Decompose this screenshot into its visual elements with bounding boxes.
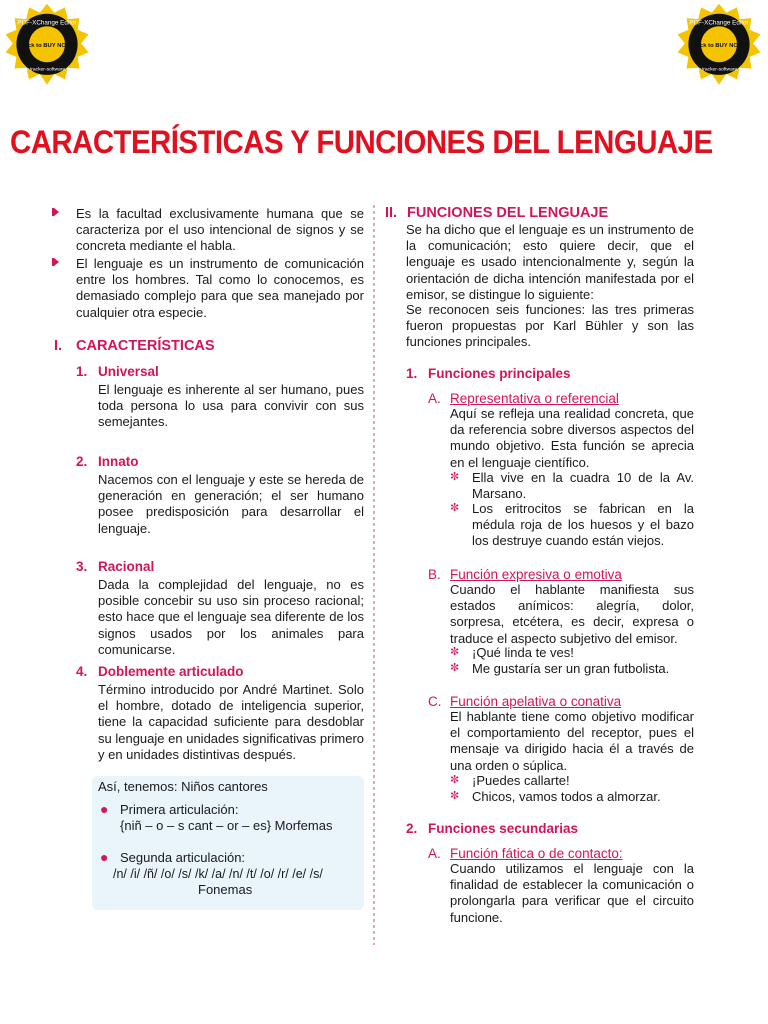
box-second-label: Segunda articulación: [120, 850, 246, 865]
section-i-label: CARACTERÍSTICAS [76, 338, 215, 354]
box-intro: Así, tenemos: Niños cantores [98, 779, 268, 794]
asterisk-bullet-icon: ✼ [450, 662, 460, 674]
seal-line2: Click to BUY NOW! [692, 43, 746, 50]
functions-intro-2: Se reconocen seis funciones: las tres primeras fueron propuestas por Karl Bühler y son las funciones principales. [406, 302, 694, 350]
seal-line1: PDF-XChange Editor [689, 19, 749, 27]
intro-bullet-2 [76, 256, 364, 321]
section-i-heading [54, 338, 215, 354]
page-title: CARACTERÍSTICAS Y FUNCIONES DEL LENGUAJE [10, 124, 713, 160]
box-first-value: {niñ – o – s cant – or – es} Morfemas [120, 818, 333, 834]
item-3-text: Dada la complejidad del lenguaje, no es posible concebir su uso sin proceso racional; esto hace que el lenguaje sea diferente de los signos usados por los animales para comunicarse. [98, 577, 364, 657]
box-second-articulation [100, 849, 360, 866]
functions-intro-1: Se ha dicho que el lenguaje es un instrumento de la comunicación; esto quiere decir, que el lenguaje es usado intencionalmente y, según la orientación de dicha intención manifestada por el emisor, se distingue lo siguiente: [406, 222, 694, 302]
seal-line1: PDF-XChange Editor [17, 19, 77, 27]
item-2-heading: 2. Innato [76, 454, 139, 469]
function-c-example-1: ✼ ¡Puedes callarte! [450, 773, 570, 788]
secondary-function-a-heading: A. Función fática o de contacto: [428, 846, 623, 861]
asterisk-bullet-icon: ✼ [450, 774, 460, 786]
item-3-heading: 3. Racional [76, 559, 155, 574]
box-first-articulation [100, 801, 360, 834]
watermark-seal-right[interactable] [674, 2, 764, 92]
asterisk-bullet-icon: ✼ [450, 471, 460, 483]
section-i-number: I. [54, 338, 63, 354]
principal-functions-heading: 1. Funciones principales [406, 366, 571, 381]
item-4-heading: 4. Doblemente articulado [76, 664, 244, 679]
function-a-link[interactable]: Representativa o referencial [450, 391, 619, 406]
bullet-arrow-icon [54, 258, 59, 266]
intro-text-1: Es la facultad exclusivamente humana que se caracteriza por el uso intencional de signos y se concreta mediante el habla. [76, 206, 364, 254]
function-c-example-2: ✼ Chicos, vamos todos a almorzar. [450, 789, 661, 804]
section-ii-label: FUNCIONES DEL LENGUAJE [407, 205, 609, 221]
seal-line2: Click to BUY NOW! [20, 43, 74, 50]
function-c-link[interactable]: Función apelativa o conativa [450, 694, 622, 709]
function-a-example-2: ✼ Los eritrocitos se fabrican en la médula roja de los huesos y el bazo los destruye cuando están viejos. [450, 501, 694, 549]
function-a-text: Aquí se refleja una realidad concreta, que da referencia sobre diversos aspectos del mundo objetivo. Esta función se aprecia en el lenguaje científico. [450, 406, 694, 470]
seal-line3: www.tracker-software.com [690, 67, 748, 73]
item-2-text: Nacemos con el lenguaje y este se hereda de generación en generación; el ser humano posee predisposición para desarrollar el lenguaje. [98, 472, 364, 536]
function-b-heading: B. Función expresiva o emotiva [428, 567, 622, 582]
bullet-arrow-icon [54, 208, 59, 216]
box-second-value: /n/ /i/ /ñ/ /o/ /s/ /k/ /a/ /n/ /t/ /o/ /r/ /e/ /s/ [113, 867, 323, 881]
item-1-text: El lenguaje es inherente al ser humano, pues toda persona lo usa para convivir con sus semejantes. [98, 382, 364, 430]
function-b-link[interactable]: Función expresiva o emotiva [450, 567, 622, 582]
secondary-function-a-text: Cuando utilizamos el lenguaje con la finalidad de establecer la comunicación o prolongarla para verificar que el circuito funcione. [450, 861, 694, 925]
bullet-dot-icon: ● [100, 849, 109, 865]
box-second-unit: Fonemas [198, 882, 253, 897]
function-b-example-1: ✼ ¡Qué linda te ves! [450, 645, 574, 660]
secondary-function-a-link[interactable]: Función fática o de contacto: [450, 846, 623, 861]
function-a-heading: A. Representativa o referencial [428, 391, 619, 406]
item-4-text: Término introducido por André Martinet. Solo el hombre, dotado de inteligencia superior, tiene la capacidad suficiente para desdoblar su lenguaje en unidades significativas primero y en unidades distintivas después. [98, 682, 364, 762]
bullet-dot-icon: ● [100, 801, 109, 817]
intro-bullet-1 [76, 206, 364, 255]
function-b-example-2: ✼ Me gustaría ser un gran futbolista. [450, 661, 670, 676]
box-first-label: Primera articulación: [120, 802, 239, 817]
item-1-heading: 1. Universal [76, 364, 159, 379]
section-ii-number: II. [385, 205, 398, 221]
seal-line3: www.tracker-software.com [18, 67, 76, 73]
function-b-text: Cuando el hablante manifiesta sus estados anímicos: alegría, dolor, sorpresa, etcétera, es decir, expresa o traduce el aspecto subjetivo del emisor. [450, 582, 694, 646]
secondary-functions-heading: 2. Funciones secundarias [406, 821, 579, 836]
asterisk-bullet-icon: ✼ [450, 646, 460, 658]
watermark-seal-left[interactable] [2, 2, 92, 92]
intro-text-2: El lenguaje es un instrumento de comunicación entre los hombres. Tal como lo conocemos, es demasiado complejo para que sea manejado por cualquier otra especie. [76, 256, 364, 320]
asterisk-bullet-icon: ✼ [450, 502, 460, 514]
asterisk-bullet-icon: ✼ [450, 790, 460, 802]
function-a-example-1: ✼ Ella vive en la cuadra 10 de la Av. Marsano. [450, 470, 694, 502]
column-divider [373, 205, 375, 945]
function-c-text: El hablante tiene como objetivo modificar el comportamiento del receptor, pues el mensaje va dirigido hacia él a través de una orden o súplica. [450, 709, 694, 773]
section-ii-heading [385, 205, 608, 221]
function-c-heading: C. Función apelativa o conativa [428, 694, 622, 709]
